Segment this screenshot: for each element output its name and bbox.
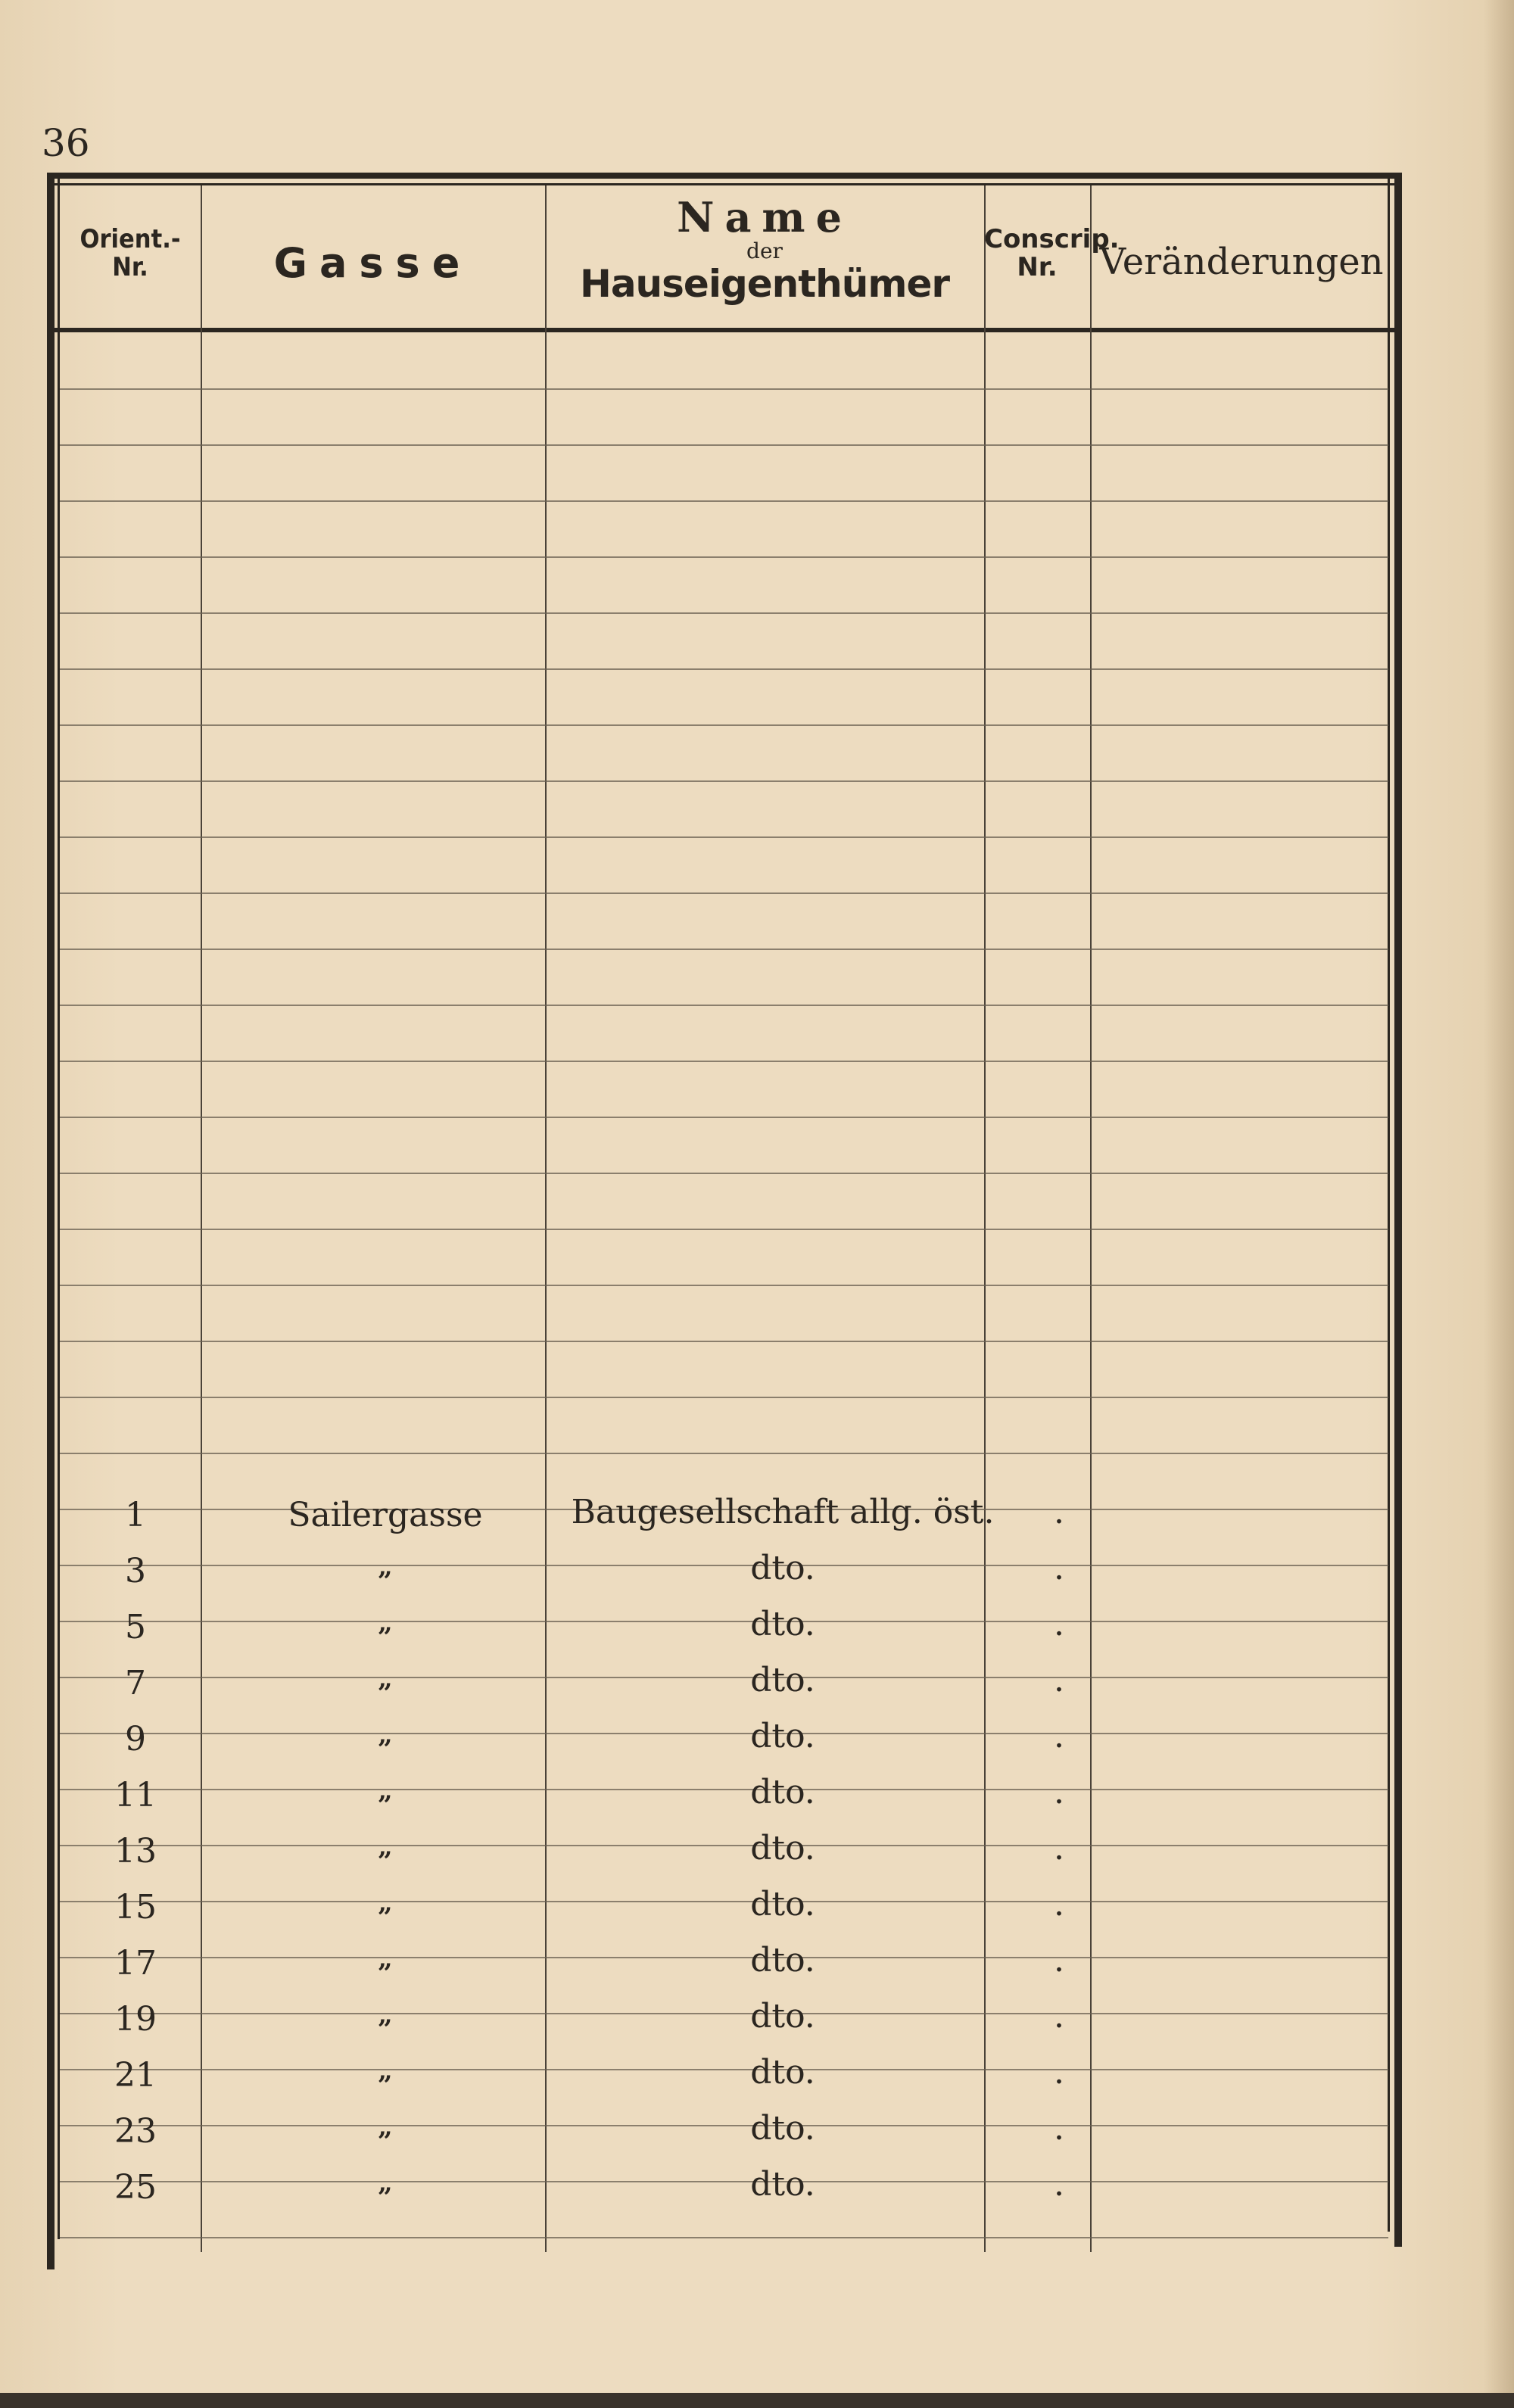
row-conscrip: . — [1054, 1661, 1064, 1699]
row-owner: dto. — [750, 2165, 815, 2204]
header-gasse: Gasse — [273, 239, 472, 287]
table-row — [60, 1767, 1388, 1823]
row-conscrip: . — [1054, 1605, 1064, 1643]
table-row — [60, 2047, 1388, 2103]
row-gasse: „ — [378, 1720, 393, 1750]
row-nr: 1 — [125, 1496, 146, 1534]
ruled-line — [60, 1229, 1388, 1230]
ruled-line — [60, 500, 1388, 502]
header-name-line1: Name — [677, 193, 852, 241]
ruled-line — [60, 1453, 1388, 1454]
row-gasse: „ — [378, 2056, 393, 2086]
header-divider — [55, 328, 1394, 332]
table-row — [60, 2159, 1388, 2215]
row-gasse: „ — [378, 1664, 393, 1694]
row-owner: dto. — [750, 1717, 815, 1755]
row-conscrip: . — [1054, 1549, 1064, 1587]
row-gasse: „ — [378, 1776, 393, 1806]
ruled-line — [60, 612, 1388, 614]
ruled-line — [60, 1285, 1388, 1286]
row-owner: dto. — [750, 1773, 815, 1811]
table-row — [60, 1655, 1388, 1711]
row-conscrip: . — [1054, 1773, 1064, 1811]
ruled-line — [60, 444, 1388, 446]
row-nr: 19 — [114, 2000, 157, 2039]
row-conscrip: . — [1054, 2109, 1064, 2148]
row-owner: dto. — [750, 1605, 815, 1643]
ruled-line — [60, 836, 1388, 838]
header-orient-nr — [60, 226, 201, 282]
row-gasse: „ — [378, 1944, 393, 1974]
row-gasse: Sailergasse — [288, 1496, 483, 1534]
row-nr: 21 — [114, 2056, 157, 2095]
ruled-line — [60, 1005, 1388, 1006]
row-nr: 13 — [114, 1832, 157, 1871]
table-row — [60, 1935, 1388, 1991]
row-conscrip: . — [1054, 1997, 1064, 2036]
row-gasse: „ — [378, 1552, 393, 1582]
table-row — [60, 1879, 1388, 1935]
row-conscrip: . — [1054, 1885, 1064, 1924]
row-gasse: „ — [378, 1608, 393, 1638]
header-name-line3: Hauseigenthümer — [579, 262, 950, 307]
table-row — [60, 1599, 1388, 1655]
row-conscrip: . — [1054, 2165, 1064, 2204]
scan-bottom-edge — [0, 2393, 1514, 2408]
header-conscrip-nr — [984, 224, 1120, 283]
page-number: 36 — [42, 121, 90, 165]
row-nr: 7 — [125, 1664, 146, 1702]
table-row — [60, 2103, 1388, 2159]
ruled-line — [60, 1341, 1388, 1342]
row-owner: dto. — [750, 1829, 815, 1868]
row-owner: dto. — [750, 2053, 815, 2092]
ruled-line — [60, 556, 1388, 558]
page-edge-shadow — [1484, 0, 1514, 2408]
row-nr: 25 — [114, 2168, 157, 2207]
row-nr: 9 — [125, 1720, 146, 1758]
table-row — [60, 1711, 1388, 1767]
row-owner: dto. — [750, 1941, 815, 1980]
row-conscrip: . — [1054, 1941, 1064, 1980]
table-row — [60, 1487, 1388, 1543]
ruled-line — [60, 1117, 1388, 1118]
ruled-line — [60, 2237, 1388, 2238]
row-owner: dto. — [750, 2109, 815, 2148]
row-nr: 15 — [114, 1888, 157, 1927]
row-conscrip: . — [1054, 1829, 1064, 1868]
row-owner: dto. — [750, 1997, 815, 2036]
header-conscrip-label: Conscrip. Nr. — [984, 224, 1120, 283]
row-conscrip: . — [1054, 1717, 1064, 1755]
row-gasse: „ — [378, 2000, 393, 2030]
row-owner: dto. — [750, 1885, 815, 1924]
row-nr: 3 — [125, 1552, 146, 1590]
ruled-line — [60, 1061, 1388, 1062]
row-conscrip: . — [1054, 2053, 1064, 2092]
ruled-line — [60, 1173, 1388, 1174]
table-row — [60, 1991, 1388, 2047]
table-row — [60, 1543, 1388, 1599]
row-conscrip: . — [1054, 1493, 1064, 1531]
ledger-table — [47, 173, 1402, 2269]
row-owner: dto. — [750, 1661, 815, 1699]
header-changes: Veränderungen — [1099, 241, 1384, 283]
frame-right — [1394, 173, 1402, 2247]
ruled-line — [60, 388, 1388, 390]
row-gasse: „ — [378, 1832, 393, 1862]
row-gasse: „ — [378, 2112, 393, 2142]
header-orient-nr-label: Orient.- Nr. — [79, 224, 181, 283]
ruled-line — [60, 724, 1388, 726]
ruled-line — [60, 949, 1388, 950]
frame-left — [47, 173, 55, 2269]
row-owner: Baugesellschaft allg. öst. — [571, 1493, 995, 1531]
row-gasse: „ — [378, 2168, 393, 2198]
row-owner: dto. — [750, 1549, 815, 1587]
row-nr: 11 — [114, 1776, 157, 1815]
ruled-line — [60, 1397, 1388, 1398]
ruled-line — [60, 892, 1388, 894]
ruled-line — [60, 668, 1388, 670]
row-nr: 5 — [125, 1608, 146, 1646]
ruled-line — [60, 780, 1388, 782]
table-row — [60, 1823, 1388, 1879]
frame-top-inner — [47, 183, 1402, 185]
row-gasse: „ — [378, 1888, 393, 1918]
header-name-line2: der — [746, 238, 783, 264]
header-name — [545, 195, 984, 305]
row-nr: 23 — [114, 2112, 157, 2151]
row-nr: 17 — [114, 1944, 157, 1983]
frame-top — [47, 173, 1402, 179]
